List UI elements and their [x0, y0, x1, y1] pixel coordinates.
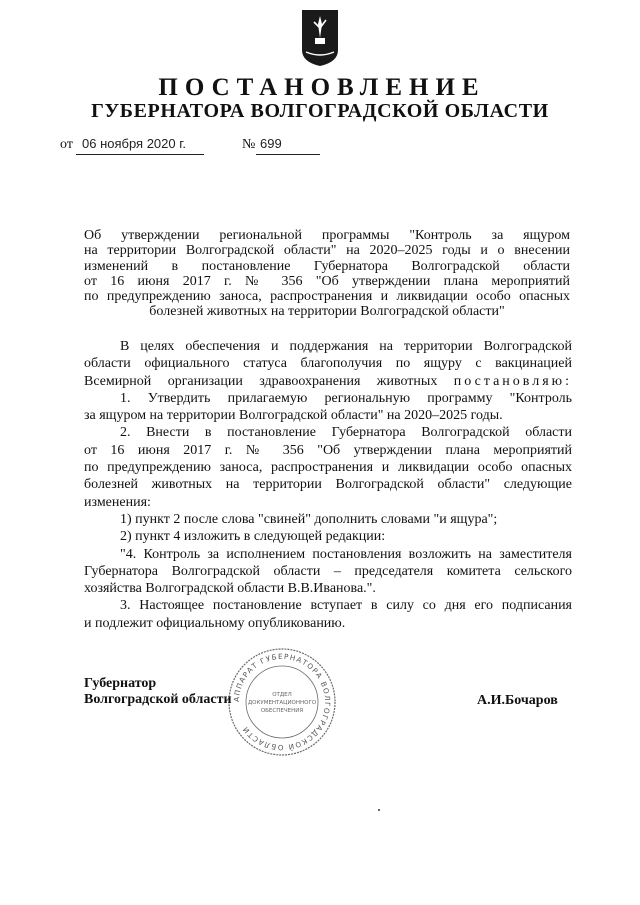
item-1-line: за ящуром на территории Волгоградской области" на 2020–2025 годы.: [84, 408, 503, 424]
number-underline: [256, 154, 320, 155]
item-2-line: болезней животных на территории Волгоградской области" следующие: [84, 477, 572, 493]
item-3-line: 3. Настоящее постановление вступает в силу со дня его подписания: [120, 598, 572, 614]
preamble-line: В целях обеспечения и поддержания на территории Волгоградской: [120, 339, 572, 354]
speck-mark: [377, 808, 381, 812]
preamble-line: [84, 373, 572, 390]
item-1-line: 1. Утвердить прилагаемую региональную программу "Контроль: [120, 390, 572, 406]
stamp-center-line: ДОКУМЕНТАЦИОННОГО: [247, 700, 317, 706]
sub-item-1: 1) пункт 2 после слова "свиней" дополнить словами "и ящура";: [120, 511, 498, 527]
stamp-ring-text: АППАРАТ ГУБЕРНАТОРА ВОЛГОГРАДСКОЙ ОБЛАСТИ: [231, 651, 333, 753]
decree-word: постановляю:: [453, 373, 572, 389]
item-2-line: изменения:: [84, 494, 151, 510]
signatory-position-line: Губернатор: [84, 676, 157, 691]
stamp-center-line: ОБЕСПЕЧЕНИЯ: [260, 708, 304, 714]
sub-item-2: 2) пункт 4 изложить в следующей редакции:: [120, 529, 386, 545]
preamble-line: области официального статуса благополучия по ящуру с вакцинацией: [84, 356, 572, 372]
subject-line: Об утверждении региональной программы "Контроль за ящуром: [84, 228, 570, 243]
item-2-line: от 16 июня 2017 г. № 356 "Об утверждении плана мероприятий: [84, 442, 572, 458]
official-stamp: [226, 646, 338, 758]
quote-line: Губернатора Волгоградской области – председателя комитета сельского: [84, 563, 572, 579]
signatory-name: А.И.Бочаров: [477, 693, 558, 708]
preamble-text: Всемирной организации здравоохранения животных: [84, 373, 438, 389]
item-2-line: по предупреждению заноса, распространения и ликвидации особо опасных: [84, 460, 572, 476]
coat-of-arms-emblem: [300, 8, 340, 68]
item-3-line: и подлежит официальному опубликованию.: [84, 615, 346, 631]
quote-line: хозяйства Волгоградской области В.В.Иванова.".: [84, 581, 376, 597]
document-title: ПОСТАНОВЛЕНИЕ: [158, 74, 486, 101]
document-subtitle: ГУБЕРНАТОРА ВОЛГОГРАДСКОЙ ОБЛАСТИ: [91, 100, 549, 122]
date-underline: [76, 154, 204, 155]
quote-line: "4. Контроль за исполнением постановления возложить на заместителя: [120, 546, 572, 562]
subject-line: болезней животных на территории Волгоградской области": [149, 304, 505, 320]
date-prefix: от: [60, 137, 73, 152]
signatory-position: [84, 676, 232, 708]
subject-line: на территории Волгоградской области" на 2020–2025 годы и о внесении: [84, 243, 570, 259]
document-subject: [84, 228, 570, 320]
number-prefix: №: [242, 137, 256, 152]
item-2-line: 2. Внести в постановление Губернатора Волгоградской области: [120, 425, 572, 441]
stamp-center-line: ОТДЕЛ: [272, 692, 292, 698]
subject-line: по предупреждению заноса, распространения и ликвидации особо опасных: [84, 289, 570, 305]
document-body: [84, 338, 572, 632]
signatory-position-line: Волгоградской области: [84, 692, 232, 707]
document-date: 06 ноября 2020 г.: [82, 136, 186, 151]
document-number: 699: [260, 136, 282, 151]
subject-line: изменений в постановление Губернатора Волгоградской области: [84, 258, 570, 274]
subject-line: от 16 июня 2017 г. № 356 "Об утверждении плана мероприятий: [84, 273, 570, 289]
